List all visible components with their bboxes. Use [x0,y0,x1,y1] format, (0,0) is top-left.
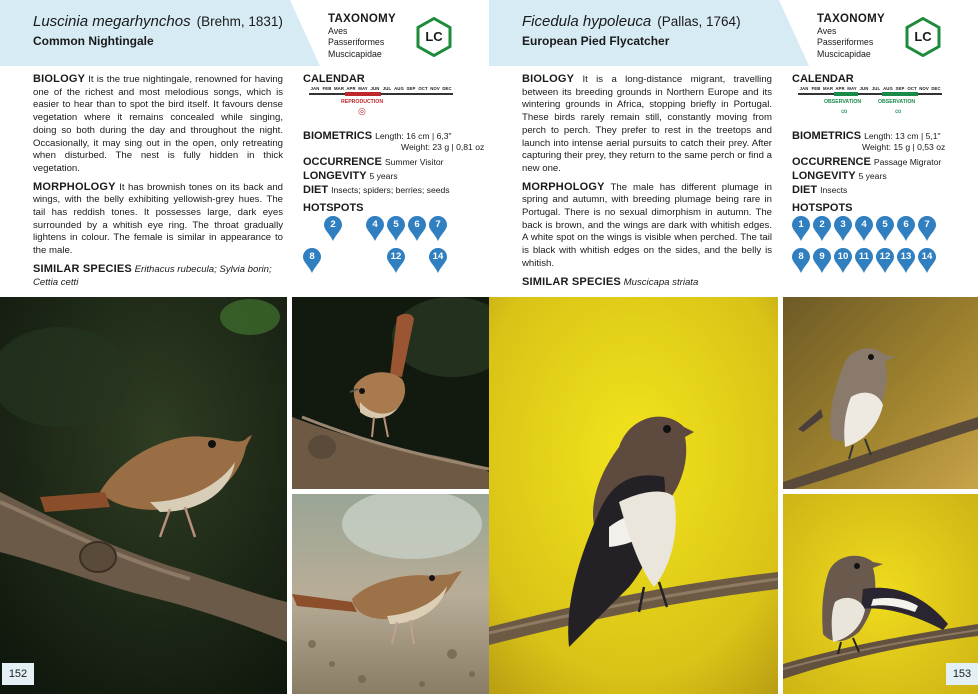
hotspot-number: 3 [840,219,846,230]
hotspot-pin[interactable] [792,248,810,274]
hotspot-number: 8 [309,251,315,262]
hotspot-number: 12 [390,251,402,262]
taxonomy-order: Passeriformes [817,37,874,48]
similar-species-paragraph [33,263,283,289]
calendar-month: DEC [442,86,452,91]
hotspot-pin[interactable] [834,216,852,242]
calendar-month: JAN [310,86,320,91]
hotspot-number: 6 [903,219,909,230]
nest-icon: ◎ [358,106,366,116]
morphology-heading: MORPHOLOGY [33,180,116,193]
hotspot-pin[interactable] [303,248,321,274]
longevity-value: 5 years [858,171,887,181]
biology-text: It is a long-distance migrant, travelling between its breeding grounds in Northern Europe and its wintering grounds in Africa, stopping briefly in Portugal. These birds rarely remain still, constantly moving from perch to perch. They prefer to rest in the treetops and launch into intense aerial pursuits to catch their prey. After capturing their prey, they return to the same perch or find a new one. [522,74,772,174]
hotspot-pin[interactable] [855,216,873,242]
biology-paragraph [522,73,772,176]
taxonomy-family: Muscicapidae [817,48,871,59]
diet-heading: DIET [792,184,818,196]
nightingale-photo-tail-up [292,297,489,489]
hotspot-pin[interactable] [918,216,936,242]
nightingale-photo-large [0,297,287,694]
hotspot-pin[interactable] [813,216,831,242]
hotspot-number: 6 [414,219,420,230]
conservation-status-badge [416,17,452,57]
calendar-month: OCT [907,86,917,91]
longevity-value: 5 years [369,171,398,181]
hotspots-heading: HOTSPOTS [303,202,364,214]
biometrics-heading: BIOMETRICS [792,130,862,142]
hotspot-pin[interactable] [408,216,426,242]
hotspot-number: 10 [837,251,849,262]
taxonomy-class: Aves [328,25,348,36]
similar-species-heading: SIMILAR SPECIES [522,275,621,288]
scientific-name: Luscinia megarhynchos (Brehm, 1831) [33,13,283,30]
hotspot-number: 14 [921,251,933,262]
authority: (Brehm, 1831) [196,14,283,29]
similar-species-heading: SIMILAR SPECIES [33,262,132,275]
calendar-months [309,86,453,91]
biometrics-row [303,130,485,142]
calendar-month: DEC [931,86,941,91]
calendar-month: JUL [382,86,392,91]
hotspot-pins [303,216,485,276]
calendar-axis [798,93,942,95]
calendar-axis [309,93,453,95]
hotspot-number: 7 [435,219,441,230]
biology-heading: BIOLOGY [33,73,86,85]
flycatcher-photo-perched [783,297,978,489]
binoculars-icon: ∞ [895,106,902,116]
hotspot-number: 9 [819,251,825,262]
page-number: 153 [946,663,978,685]
text-column [33,73,283,294]
info-sidebar [303,73,485,276]
biometrics-weight: Weight: 15 g | 0,53 oz [862,142,946,152]
calendar-month: JUN [859,86,869,91]
calendar-month: SEP [406,86,416,91]
calendar-heading: CALENDAR [303,73,365,85]
status-label: LC [425,29,443,44]
longevity-heading: LONGEVITY [303,170,367,182]
common-name: Common Nightingale [33,34,154,48]
hotspot-pin[interactable] [897,248,915,274]
calendar-period-label: OBSERVATION [824,99,862,105]
nightingale-photo-ground [292,494,489,694]
calendar-month: JUL [871,86,881,91]
binoculars-icon: ∞ [841,106,848,116]
calendar-month: APR [835,86,845,91]
info-sidebar [792,73,974,276]
hotspot-number: 8 [798,251,804,262]
hotspot-number: 14 [432,251,444,262]
hotspot-number: 5 [882,219,888,230]
hotspot-pin[interactable] [876,248,894,274]
calendar-month: NOV [919,86,929,91]
taxonomy-block [328,14,396,60]
hotspot-pin[interactable] [387,248,405,274]
biology-heading: BIOLOGY [522,73,575,85]
hotspot-pin[interactable] [834,248,852,274]
hotspot-number: 13 [900,251,912,262]
right-page [489,0,978,694]
diet-row [303,184,485,196]
taxonomy-heading: TAXONOMY [817,13,885,25]
hotspot-pin[interactable] [813,248,831,274]
hotspot-pin[interactable] [429,216,447,242]
calendar-month: FEB [811,86,821,91]
hotspot-pin[interactable] [324,216,342,242]
morphology-text: It has brownish tones on its back and wings, with the belly exhibiting yellowish-grey hues. The tail has reddish tones. It possesses large, dark eyes surrounded by a whitish eye ring. The throat gradually lightens in colour. The female is similar in appearance to the male. [33,181,283,257]
calendar-month: JUN [370,86,380,91]
calendar-period-bar [882,92,918,96]
longevity-row [303,170,485,182]
diet-heading: DIET [303,184,329,196]
calendar-month: AUG [394,86,404,91]
similar-species-text: Muscicapa striata [623,276,699,288]
calendar-month: OCT [418,86,428,91]
taxonomy-heading: TAXONOMY [328,13,396,25]
hotspot-number: 4 [372,219,378,230]
hotspot-number: 2 [330,219,336,230]
biometrics-heading: BIOMETRICS [303,130,373,142]
biometrics-length: Length: 13 cm | 5,1" [864,131,941,141]
taxonomy-class: Aves [817,25,837,36]
hotspot-pins [792,216,974,276]
taxonomy-order: Passeriformes [328,37,385,48]
calendar-period-label: REPRODUCTION [341,99,384,105]
calendar-month: AUG [883,86,893,91]
calendar-month: JAN [799,86,809,91]
calendar-period-bar [834,92,858,96]
occurrence-value: Summer Visitor [384,157,444,167]
common-name: European Pied Flycatcher [522,34,670,48]
calendar-month: MAR [822,86,834,91]
authority: (Pallas, 1764) [657,14,741,29]
occurrence-heading: OCCURRENCE [792,156,871,168]
hotspot-pin[interactable] [876,216,894,242]
flycatcher-photo-large [489,297,778,694]
diet-value: Insects; spiders; berries; seeds [331,185,450,195]
calendar-month: FEB [322,86,332,91]
morphology-paragraph [522,181,772,271]
hotspot-pin[interactable] [918,248,936,274]
calendar-month: MAR [333,86,345,91]
occurrence-heading: OCCURRENCE [303,156,382,168]
occurrence-row [303,156,485,168]
calendar-chart [792,86,942,128]
calendar-month: APR [346,86,356,91]
hotspot-pin[interactable] [429,248,447,274]
hotspot-pin[interactable] [387,216,405,242]
occurrence-row [792,156,974,168]
hotspot-number: 2 [819,219,825,230]
longevity-row [792,170,974,182]
hotspots-heading: HOTSPOTS [792,202,853,214]
calendar-heading: CALENDAR [792,73,854,85]
taxonomy-block [817,14,885,60]
biometrics-row [792,130,974,142]
biology-paragraph [33,73,283,176]
text-column [522,73,772,294]
hotspot-number: 11 [858,251,870,262]
morphology-heading: MORPHOLOGY [522,180,605,193]
calendar-month: MAY [847,86,857,91]
hotspot-pin[interactable] [855,248,873,274]
diet-row [792,184,974,196]
hotspot-number: 1 [798,219,804,230]
scientific-name: Ficedula hypoleuca (Pallas, 1764) [522,13,741,30]
similar-species-paragraph [522,276,772,290]
longevity-heading: LONGEVITY [792,170,856,182]
taxonomy-family: Muscicapidae [328,48,382,59]
occurrence-value: Passage Migrator [873,157,942,167]
calendar-months [798,86,942,91]
biometrics-length: Length: 16 cm | 6,3" [375,131,452,141]
calendar-month: MAY [358,86,368,91]
morphology-text: The male has different plumage in spring and autumn, with breeding plumage being rare in Portugal. There is no sexual dimorphism in autumn. The back is brown, and the wings are dark with whitish edges. A white spot on the wings is visible when perched. The tail is black with whitish edges on the sides, and the belly is whitish. [522,181,772,269]
hotspot-number: 12 [879,251,891,262]
status-label: LC [914,29,932,44]
hotspot-number: 4 [861,219,867,230]
biology-text: It is the true nightingale, renowned for having one of the richest and most melodious songs, which is easier to hear than to spot the bird itself. It favours dense vegetation where it remains concealed while singing, doing so both during the day and throughout the night. Occasionally, it may sing out in the open, only retreating when disturbed. The nest is fully hidden in thick vegetation. [33,74,283,174]
diet-value: Insects [820,185,848,195]
page-number: 152 [2,663,34,685]
calendar-month: NOV [430,86,440,91]
conservation-status-badge [905,17,941,57]
hotspot-pin[interactable] [792,216,810,242]
similar-species-text: Erithacus rubecula; Sylvia borin; Cettia cetti [33,263,272,288]
hotspot-pin[interactable] [897,216,915,242]
calendar-period-label: OBSERVATION [878,99,916,105]
morphology-paragraph [33,181,283,258]
hotspot-number: 5 [393,219,399,230]
biometrics-weight: Weight: 23 g | 0,81 oz [401,142,485,152]
calendar-period-bar [345,92,381,96]
hotspot-pin[interactable] [366,216,384,242]
calendar-month: SEP [895,86,905,91]
calendar-chart [303,86,453,128]
hotspot-number: 7 [924,219,930,230]
